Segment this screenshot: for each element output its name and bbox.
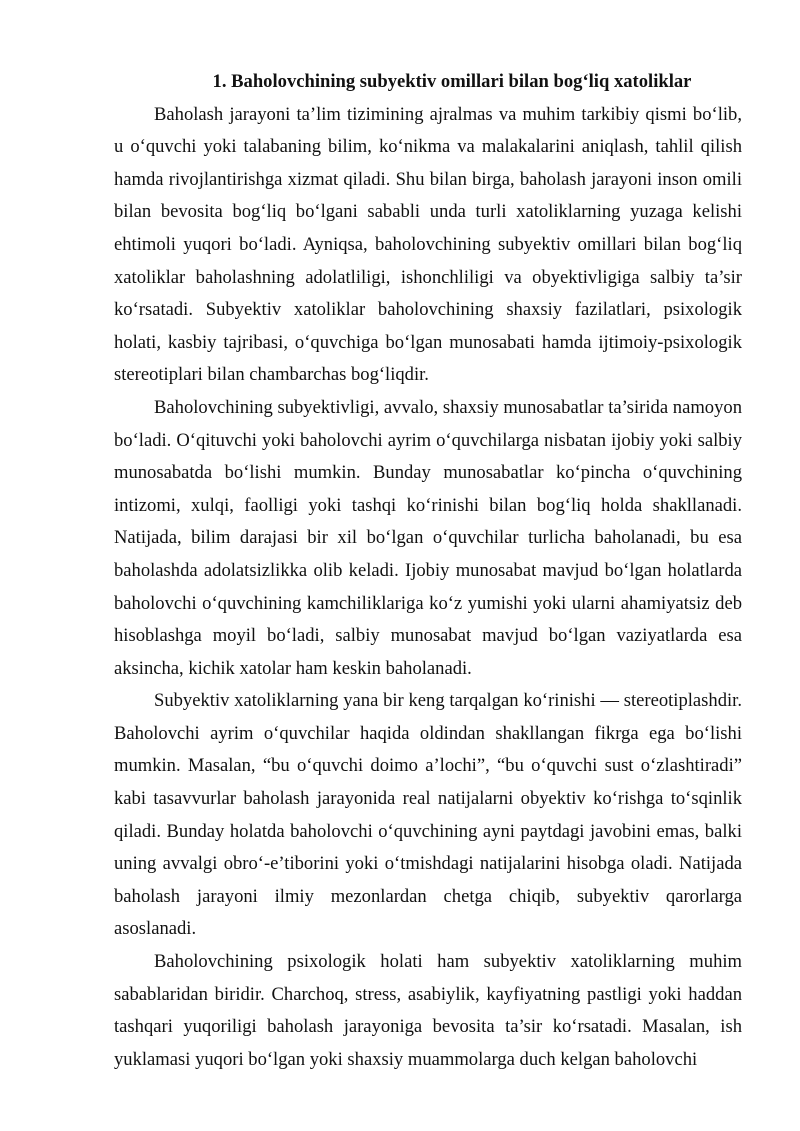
paragraph-3: Subyektiv xatoliklarning yana bir keng tarqalgan ko‘rinishi — stereotiplashdir. Baholovchi ayrim o‘quvchilar haqida oldindan shakllangan fikrga ega bo‘lishi mumkin. Masalan, “bu o‘quvchi doimo a’lochi”, “bu o‘quvchi sust o‘zlashtiradi” kabi tasavvurlar baholash jarayonida real natijalarni obyektiv ko‘rishga to‘sqinlik qiladi. Bunday holatda baholovchi o‘quvchining ayni paytdagi javobini emas, balki uning avvalgi obro‘-e’tiborini yoki o‘tmishdagi natijalarini hisobga oladi. Natijada baholash jarayoni ilmiy mezonlardan chetga chiqib, subyektiv qarorlarga asoslanadi.	[114, 690, 742, 940]
paragraph-4: Baholovchining psixologik holati ham subyektiv xatoliklarning muhim sabablaridan biridir. Charchoq, stress, asabiylik, kayfiyatning pastligi yoki haddan tashqari yuqoriligi baholash jarayoniga bevosita ta’sir ko‘rsatadi. Masalan, ish yuklamasi yuqori bo‘lgan yoki shaxsiy muammolarga duch kelgan baholovchi	[114, 951, 742, 1070]
paragraph-2: Baholovchining subyektivligi, avvalo, shaxsiy munosabatlar ta’sirida namoyon bo‘ladi. O‘qituvchi yoki baholovchi ayrim o‘quvchilarga nisbatan ijobiy yoki salbiy munosabatda bo‘lishi mumkin. Bunday munosabatlar ko‘pincha o‘quvchining intizomi, xulqi, faolligi yoki tashqi ko‘rinishi bilan bog‘liq holda shakllanadi. Natijada, bilim darajasi bir xil bo‘lgan o‘quvchilar turlicha baholanadi, bu esa baholashda adolatsizlikka olib keladi. Ijobiy munosabat mavjud bo‘lgan holatlarda baholovchi o‘quvchining kamchiliklariga ko‘z yumishi yoki ularni ahamiyatsiz deb hisoblashga moyil bo‘ladi, salbiy munosabat mavjud bo‘lgan vaziyatlarda esa aksincha, kichik xatolar ham keskin baholanadi.	[114, 396, 742, 679]
paragraph-1: Baholash jarayoni ta’lim tizimining ajralmas va muhim tarkibiy qismi bo‘lib, u o‘quvchi yoki talabaning bilim, ko‘nikma va malakalarini aniqlash, tahlil qilish hamda rivojlantirishga xizmat qiladi. Shu bilan birga, baholash jarayoni inson omili bilan bevosita bog‘liq bo‘lgani sababli unda turli xatoliklarning yuzaga kelishi ehtimoli yuqori bo‘ladi. Ayniqsa, baholovchining subyektiv omillari bilan bog‘liq xatoliklar baholashning adolatliligi, ishonchliligi va obyektivligiga salbiy ta’sir ko‘rsatadi. Subyektiv xatoliklar baholovchining shaxsiy fazilatlari, psixologik holati, kasbiy tajribasi, o‘quvchiga bo‘lgan munosabati hamda ijtimoiy-psixologik stereotiplari bilan chambarchas bog‘liqdir.	[114, 103, 742, 386]
section-heading: 1. Baholovchining subyektiv omillari bilan bog‘liq xatoliklar	[212, 71, 692, 92]
document-page	[114, 66, 742, 1076]
